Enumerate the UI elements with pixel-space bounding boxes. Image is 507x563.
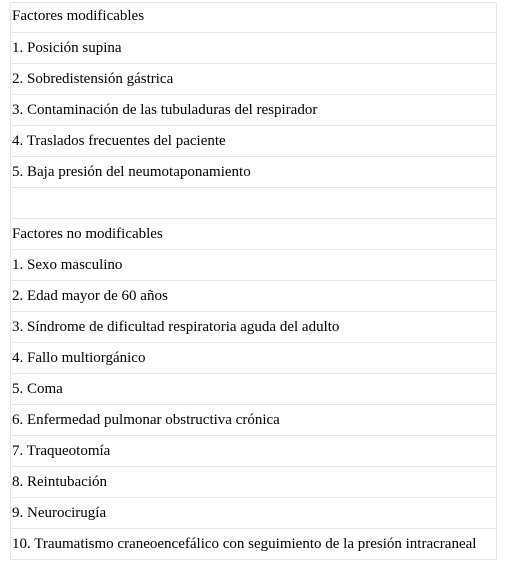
table-row	[11, 343, 497, 374]
table-row	[11, 64, 497, 95]
risk-factors-table	[10, 2, 497, 560]
table-row	[11, 250, 497, 281]
table-cell: 10. Traumatismo craneoencefálico con seguimiento de la presión intracraneal	[11, 529, 497, 560]
risk-factors-table-body	[11, 3, 497, 560]
table-cell: 4. Fallo multiorgánico	[11, 343, 497, 374]
table-cell: 7. Traqueotomía	[11, 436, 497, 467]
section-header-non-modifiable: Factores no modificables	[11, 219, 497, 250]
table-cell: 5. Baja presión del neumotaponamiento	[11, 157, 497, 188]
section-header-modifiable: Factores modificables	[12, 8, 145, 24]
table-cell	[11, 188, 497, 219]
table-row	[11, 436, 497, 467]
table-row	[11, 312, 497, 343]
table-row	[11, 95, 497, 126]
table-cell: 6. Enfermedad pulmonar obstructiva crónica	[11, 405, 497, 436]
table-cell: 2. Sobredistensión gástrica	[11, 64, 497, 95]
table-cell: 4. Traslados frecuentes del paciente	[11, 126, 497, 157]
table-row	[11, 126, 497, 157]
section-header-row	[11, 3, 497, 33]
table-cell: 3. Síndrome de dificultad respiratoria aguda del adulto	[11, 312, 497, 343]
table-row	[11, 405, 497, 436]
table-cell: 3. Contaminación de las tubuladuras del respirador	[11, 95, 497, 126]
table-row	[11, 33, 497, 64]
empty-separator-row	[11, 188, 497, 219]
table-row	[11, 157, 497, 188]
table-row	[11, 498, 497, 529]
table-row	[11, 281, 497, 312]
table-cell: 8. Reintubación	[11, 467, 497, 498]
table-row	[11, 529, 497, 560]
table-row	[11, 467, 497, 498]
table-cell: 1. Posición supina	[11, 33, 497, 64]
table-cell: 1. Sexo masculino	[11, 250, 497, 281]
table-cell: 5. Coma	[11, 374, 497, 405]
table-row	[11, 374, 497, 405]
table-cell: 9. Neurocirugía	[11, 498, 497, 529]
table-cell: 2. Edad mayor de 60 años	[11, 281, 497, 312]
table-cell	[11, 3, 497, 33]
section-header-row	[11, 219, 497, 250]
